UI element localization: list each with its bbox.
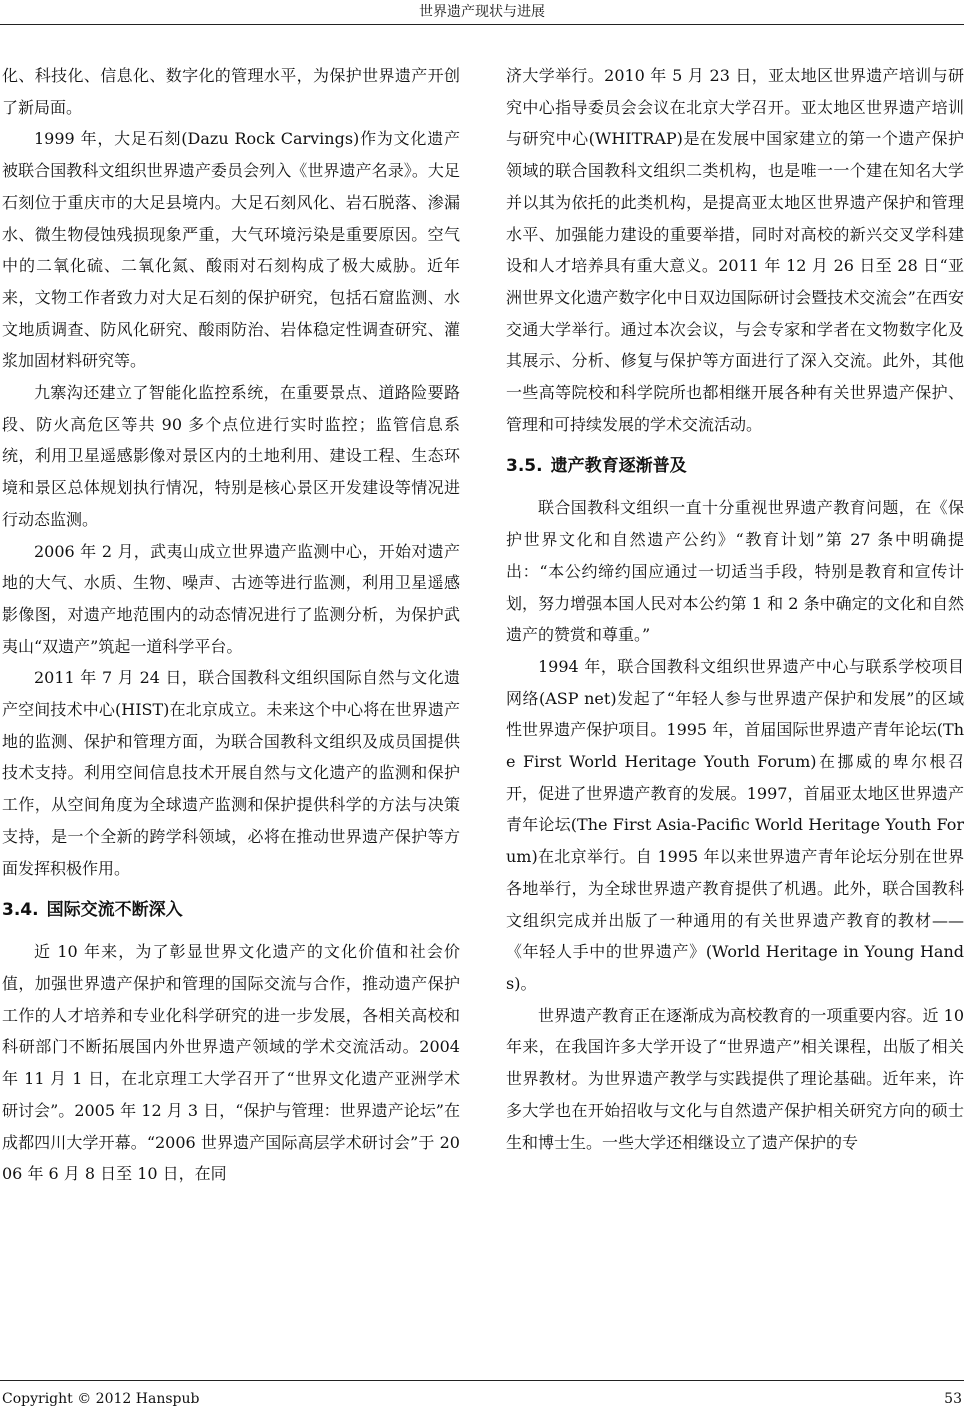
left-column — [2, 60, 460, 1190]
section-number: 3.5. — [506, 456, 543, 477]
paragraph: 1999 年，大足石刻(Dazu Rock Carvings)作为文化遗产被联合国教科文组织世界遗产委员会列入《世界遗产名录》。大足石刻位于重庆市的大足县境内。大足石刻风化、岩石脱落、渗漏水、微生物侵蚀残损现象严重，大气环境污染是重要原因。空气中的二氧化硫、二氧化氮、酸雨对石刻构成了极大威胁。近年来，文物工作者致力对大足石刻的保护研究，包括石窟监测、水文地质调查、防风化研究、酸雨防治、岩体稳定性调查研究、灌浆加固材料研究等。 — [2, 129, 460, 371]
section-heading-3-5 — [506, 451, 964, 481]
paragraph: 联合国教科文组织一直十分重视世界遗产教育问题，在《保护世界文化和自然遗产公约》“教育计划”第 27 条中明确提出：“本公约缔约国应通过一切适当手段，特别是教育和宣传计划，努力增强本国人民对本公约第 1 和 2 条中确定的文化和自然遗产的赞赏和尊重。” — [506, 498, 964, 645]
section-title: 遗产教育逐渐普及 — [550, 456, 687, 477]
paragraph: 济大学举行。2010 年 5 月 23 日，亚太地区世界遗产培训与研究中心指导委员会会议在北京大学召开。亚太地区世界遗产培训与研究中心(WHITRAP)是在发展中国家建立的第一个遗产保护领域的联合国教科文组织二类机构，也是唯一一个建在知名大学并以其为依托的此类机构，是提高亚太地区世界遗产保护和管理水平、加强能力建设的重要举措，同时对高校的新兴交叉学科建设和人才培养具有重大意义。2011 年 12 月 26 日至 28 日“亚洲世界文化遗产数字化中日双边国际研讨会暨技术交流会”在西安交通大学举行。通过本次会议，与会专家和学者在文物数字化及其展示、分析、修复与保护等方面进行了深入交流。此外，其他一些高等院校和科学院所也都相继开展各种有关世界遗产保护、管理和可持续发展的学术交流活动。 — [506, 66, 964, 434]
paragraph: 2006 年 2 月，武夷山成立世界遗产监测中心，开始对遗产地的大气、水质、生物、噪声、古迹等进行监测，利用卫星遥感影像图，对遗产地范围内的动态情况进行了监测分析，为保护武夷山“双遗产”筑起一道科学平台。 — [2, 541, 460, 656]
header-rule — [0, 24, 964, 25]
copyright-notice: Copyright © 2012 Hanspub — [2, 1391, 200, 1407]
running-header-title: 世界遗产现状与进展 — [419, 4, 545, 20]
paragraph: 1994 年，联合国教科文组织世界遗产中心与联系学校项目网络(ASP net)发起了“年轻人参与世界遗产保护和发展”的区域性世界遗产保护项目。1995 年，首届国际世界遗产青年论坛(The First World Heritage Youth Forum)在挪威的卑尔根召开，促进了世界遗产教育的发展。1997，首届亚太地区世界遗产青年论坛(The First Asia-Pacific World Heritage Youth Forum)在北京举行。自 1995 年以来世界遗产青年论坛分别在世界各地举行，为全球世界遗产教育提供了机遇。此外，联合国教科文组织完成并出版了一种通用的有关世界遗产教育的教材——《年轻人手中的世界遗产》(World Heritage in Young Hands)。 — [506, 656, 964, 993]
paragraph: 2011 年 7 月 24 日，联合国教科文组织国际自然与文化遗产空间技术中心(HIST)在北京成立。未来这个中心将在世界遗产地的监测、保护和管理方面，为联合国教科文组织及成员国提供技术支持。利用空间信息技术开展自然与文化遗产的监测和保护工作，从空间角度为全球遗产监测和保护提供科学的方法与决策支持，是一个全新的跨学科领域，必将在推动世界遗产保护等方面发挥积极作用。 — [2, 668, 460, 878]
paragraph: 近 10 年来，为了彰显世界文化遗产的文化价值和社会价值，加强世界遗产保护和管理的国际交流与合作，推动遗产保护工作的人才培养和专业化科学研究的进一步发展，各相关高校和科研部门不断拓展国内外世界遗产领域的学术交流活动。2004 年 11 月 1 日，在北京理工大学召开了“世界文化遗产亚洲学术研讨会”。2005 年 12 月 3 日，“保护与管理：世界遗产论坛”在成都四川大学开幕。“2006 世界遗产国际高层学术研讨会”于 2006 年 6 月 8 日至 10 日，在同 — [2, 942, 460, 1184]
paragraph: 九寨沟还建立了智能化监控系统，在重要景点、道路险要路段、防火高危区等共 90 多个点位进行实时监控；监管信息系统，利用卫星遥感影像对景区内的土地利用、建设工程、生态环境和景区总体规划执行情况，特别是核心景区开发建设等情况进行动态监测。 — [2, 383, 460, 529]
footer-rule — [0, 1380, 964, 1381]
section-number: 3.4. — [2, 900, 39, 921]
section-heading-3-4 — [2, 895, 460, 925]
right-column — [506, 60, 964, 1158]
paragraph: 世界遗产教育正在逐渐成为高校教育的一项重要内容。近 10 年来，在我国许多大学开设了“世界遗产”相关课程，出版了相关世界教材。为世界遗产教学与实践提供了理论基础。近年来，许多大学也在开始招收与文化与自然遗产保护相关研究方向的硕士生和博士生。一些大学还相继设立了遗产保护的专 — [506, 1005, 964, 1152]
page-number: 53 — [944, 1391, 962, 1407]
paragraph: 化、科技化、信息化、数字化的管理水平，为保护世界遗产开创了新局面。 — [2, 66, 460, 117]
section-title: 国际交流不断深入 — [46, 900, 183, 921]
